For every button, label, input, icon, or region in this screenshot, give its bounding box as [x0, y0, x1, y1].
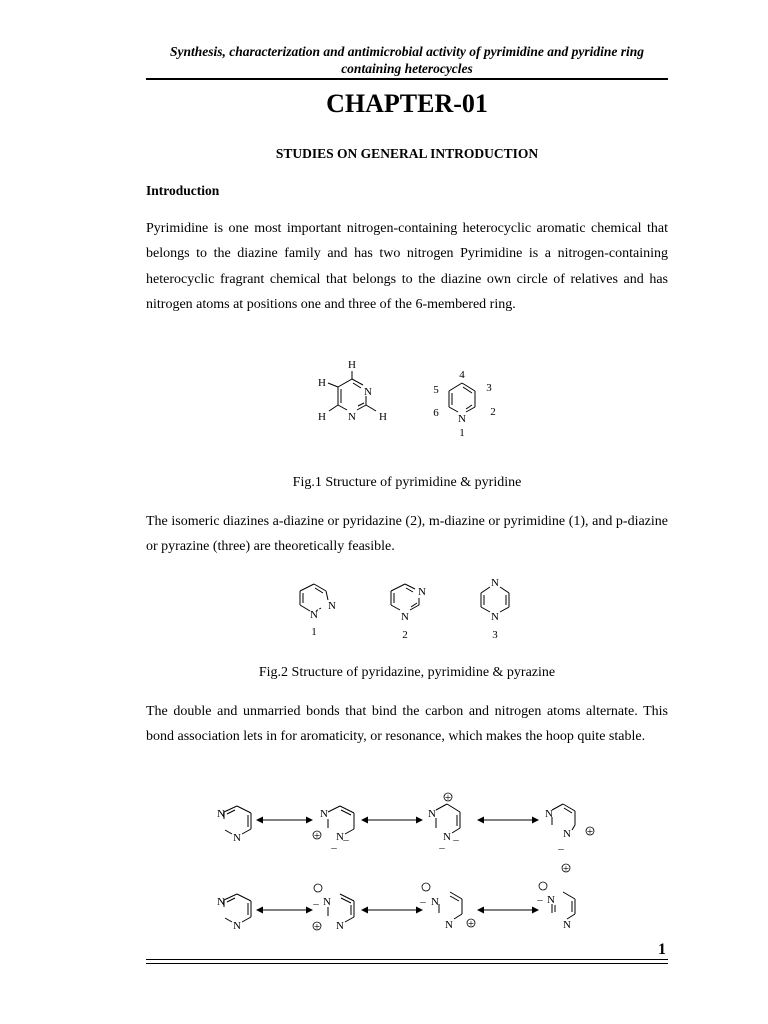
- atom-n: N: [401, 611, 409, 623]
- chapter-title: CHAPTER-01: [326, 89, 488, 118]
- bond-h: [328, 383, 338, 387]
- pyrimidine-structure: [391, 584, 419, 610]
- atom-n: N: [217, 808, 225, 820]
- compound-number: 3: [492, 629, 498, 641]
- bond: [338, 405, 347, 410]
- atom-n: N: [336, 831, 344, 843]
- page-number: 1: [658, 941, 666, 958]
- minus-charge: –: [343, 834, 349, 846]
- double-bond: [466, 405, 472, 409]
- atom-n: N: [443, 831, 451, 843]
- compound-number: 2: [402, 629, 408, 641]
- resonance-row-2: [224, 892, 575, 922]
- atom-n: N: [323, 896, 331, 908]
- bond: [462, 383, 475, 391]
- header-rule: [146, 78, 668, 80]
- paragraph-intro: Pyrimidine is one most important nitrogen-containing heterocyclic aromatic chemical that belongs to the diazine family and has two nitrogen Pyrimidine is a nitrogen-containing heterocyclic fragrant chemical that belongs to the diazine own circle of relatives and has nitrogen atoms at positions one and three of the 6-membered ring.: [146, 221, 668, 312]
- minus-charge: –: [453, 834, 459, 846]
- figure-2-caption: Fig.2 Structure of pyridazine, pyrimidine & pyrazine: [258, 665, 556, 680]
- minus-charge: –: [331, 842, 337, 854]
- position-label: 1: [459, 427, 465, 439]
- resonance-row-1: [224, 804, 575, 834]
- bond: [500, 607, 509, 612]
- atom-n: N: [563, 828, 571, 840]
- running-head: Synthesis, characterization and antimicrobial activity of pyrimidine and pyridine ring containing heterocycles: [169, 44, 645, 76]
- plus-charge: +: [562, 863, 570, 875]
- pyrimidine-atoms: [401, 586, 426, 641]
- atom-n: N: [348, 411, 356, 423]
- atom-n: N: [491, 611, 499, 623]
- position-label: 4: [459, 369, 465, 381]
- subheading-introduction: Introduction: [146, 183, 220, 198]
- resonance-structure: [552, 804, 575, 830]
- resonance-structure: [224, 806, 251, 834]
- resonance-row-1-labels: [217, 792, 593, 875]
- atom-h: H: [318, 377, 326, 389]
- atom-n: N: [431, 896, 439, 908]
- plus-charge: +: [313, 921, 321, 933]
- pyridine-structure: [449, 383, 475, 412]
- atom-n: N: [458, 413, 466, 425]
- minus-charge: –: [558, 843, 564, 855]
- atom-n: N: [545, 808, 553, 820]
- bond: [481, 587, 490, 593]
- resonance-structure: [328, 894, 354, 922]
- position-label: 6: [433, 407, 439, 419]
- bond: [449, 407, 458, 412]
- figure-1-structures: [300, 355, 510, 445]
- figure-3-resonance: [200, 788, 620, 938]
- bond: [481, 607, 490, 612]
- atom-n: N: [336, 920, 344, 932]
- position-label: 5: [433, 384, 439, 396]
- bond: [300, 605, 310, 611]
- minus-charge: –: [313, 898, 319, 910]
- atom-n: N: [233, 920, 241, 932]
- atom-n: N: [547, 894, 555, 906]
- paragraph-isomers: The isomeric diazines a-diazine or pyridazine (2), m-diazine or pyrimidine (1), and p-diazine or pyrazine (three) are theoretically feasible.: [146, 514, 668, 555]
- footer-rule: [146, 959, 668, 960]
- pyrazine-atoms: [491, 577, 499, 641]
- bond: [352, 379, 363, 385]
- bond: [314, 584, 326, 591]
- resonance-structure: [436, 804, 460, 833]
- pyridine-atoms: [433, 369, 496, 439]
- bond-h: [329, 405, 338, 411]
- resonance-structure: [224, 894, 251, 922]
- minus-charge: –: [439, 842, 445, 854]
- plus-charge: +: [586, 826, 594, 838]
- figure-1-caption: Fig.1 Structure of pyrimidine & pyridine: [292, 475, 522, 490]
- minus-charge: –: [537, 894, 543, 906]
- section-title: STUDIES ON GENERAL INTRODUCTION: [275, 146, 539, 161]
- atom-n: N: [310, 609, 318, 621]
- atom-n: N: [563, 919, 571, 931]
- pyrimidine-atoms: [318, 359, 387, 423]
- bond: [326, 591, 328, 600]
- bond: [500, 587, 509, 593]
- double-bond: [358, 403, 364, 406]
- atom-n: N: [445, 919, 453, 931]
- resonance-structure: [552, 892, 575, 919]
- figure-2-structures: [290, 574, 530, 644]
- atom-n: N: [418, 586, 426, 598]
- resonance-row-2-labels: [217, 894, 571, 933]
- bond: [410, 605, 419, 610]
- atom-n: N: [428, 808, 436, 820]
- position-label: 2: [490, 406, 496, 418]
- resonance-structure: [439, 892, 462, 919]
- atom-n: N: [328, 600, 336, 612]
- minus-charge: –: [420, 896, 426, 908]
- paragraph-aromaticity: The double and unmarried bonds that bind the carbon and nitrogen atoms alternate. This bond association lets in for aromaticity, or resonance, which makes the hoop quite stable.: [146, 704, 668, 745]
- atom-n: N: [217, 896, 225, 908]
- atom-n: N: [364, 386, 372, 398]
- pyridazine-structure: [300, 584, 328, 611]
- bond: [391, 584, 405, 591]
- atom-n: N: [233, 832, 241, 844]
- atom-h: H: [318, 411, 326, 423]
- bond: [449, 383, 462, 391]
- bond: [338, 379, 352, 387]
- position-label: 3: [486, 382, 492, 394]
- pyrazine-structure: [481, 587, 509, 612]
- plus-charge: +: [467, 918, 475, 930]
- pyridazine-atoms: [310, 600, 336, 638]
- double-bond: [406, 588, 413, 592]
- bond-h: [366, 405, 376, 411]
- bond: [391, 605, 400, 610]
- plus-charge: +: [444, 792, 452, 804]
- atom-h: H: [379, 411, 387, 423]
- atom-n: N: [491, 577, 499, 589]
- resonance-structure: [328, 806, 354, 834]
- footer-rule-thin: [146, 963, 668, 964]
- charge-circles-row-2: [313, 882, 547, 930]
- bond: [300, 584, 314, 591]
- atom-h: H: [348, 359, 356, 371]
- compound-number: 1: [311, 626, 317, 638]
- plus-charge: +: [313, 830, 321, 842]
- atom-n: N: [320, 808, 328, 820]
